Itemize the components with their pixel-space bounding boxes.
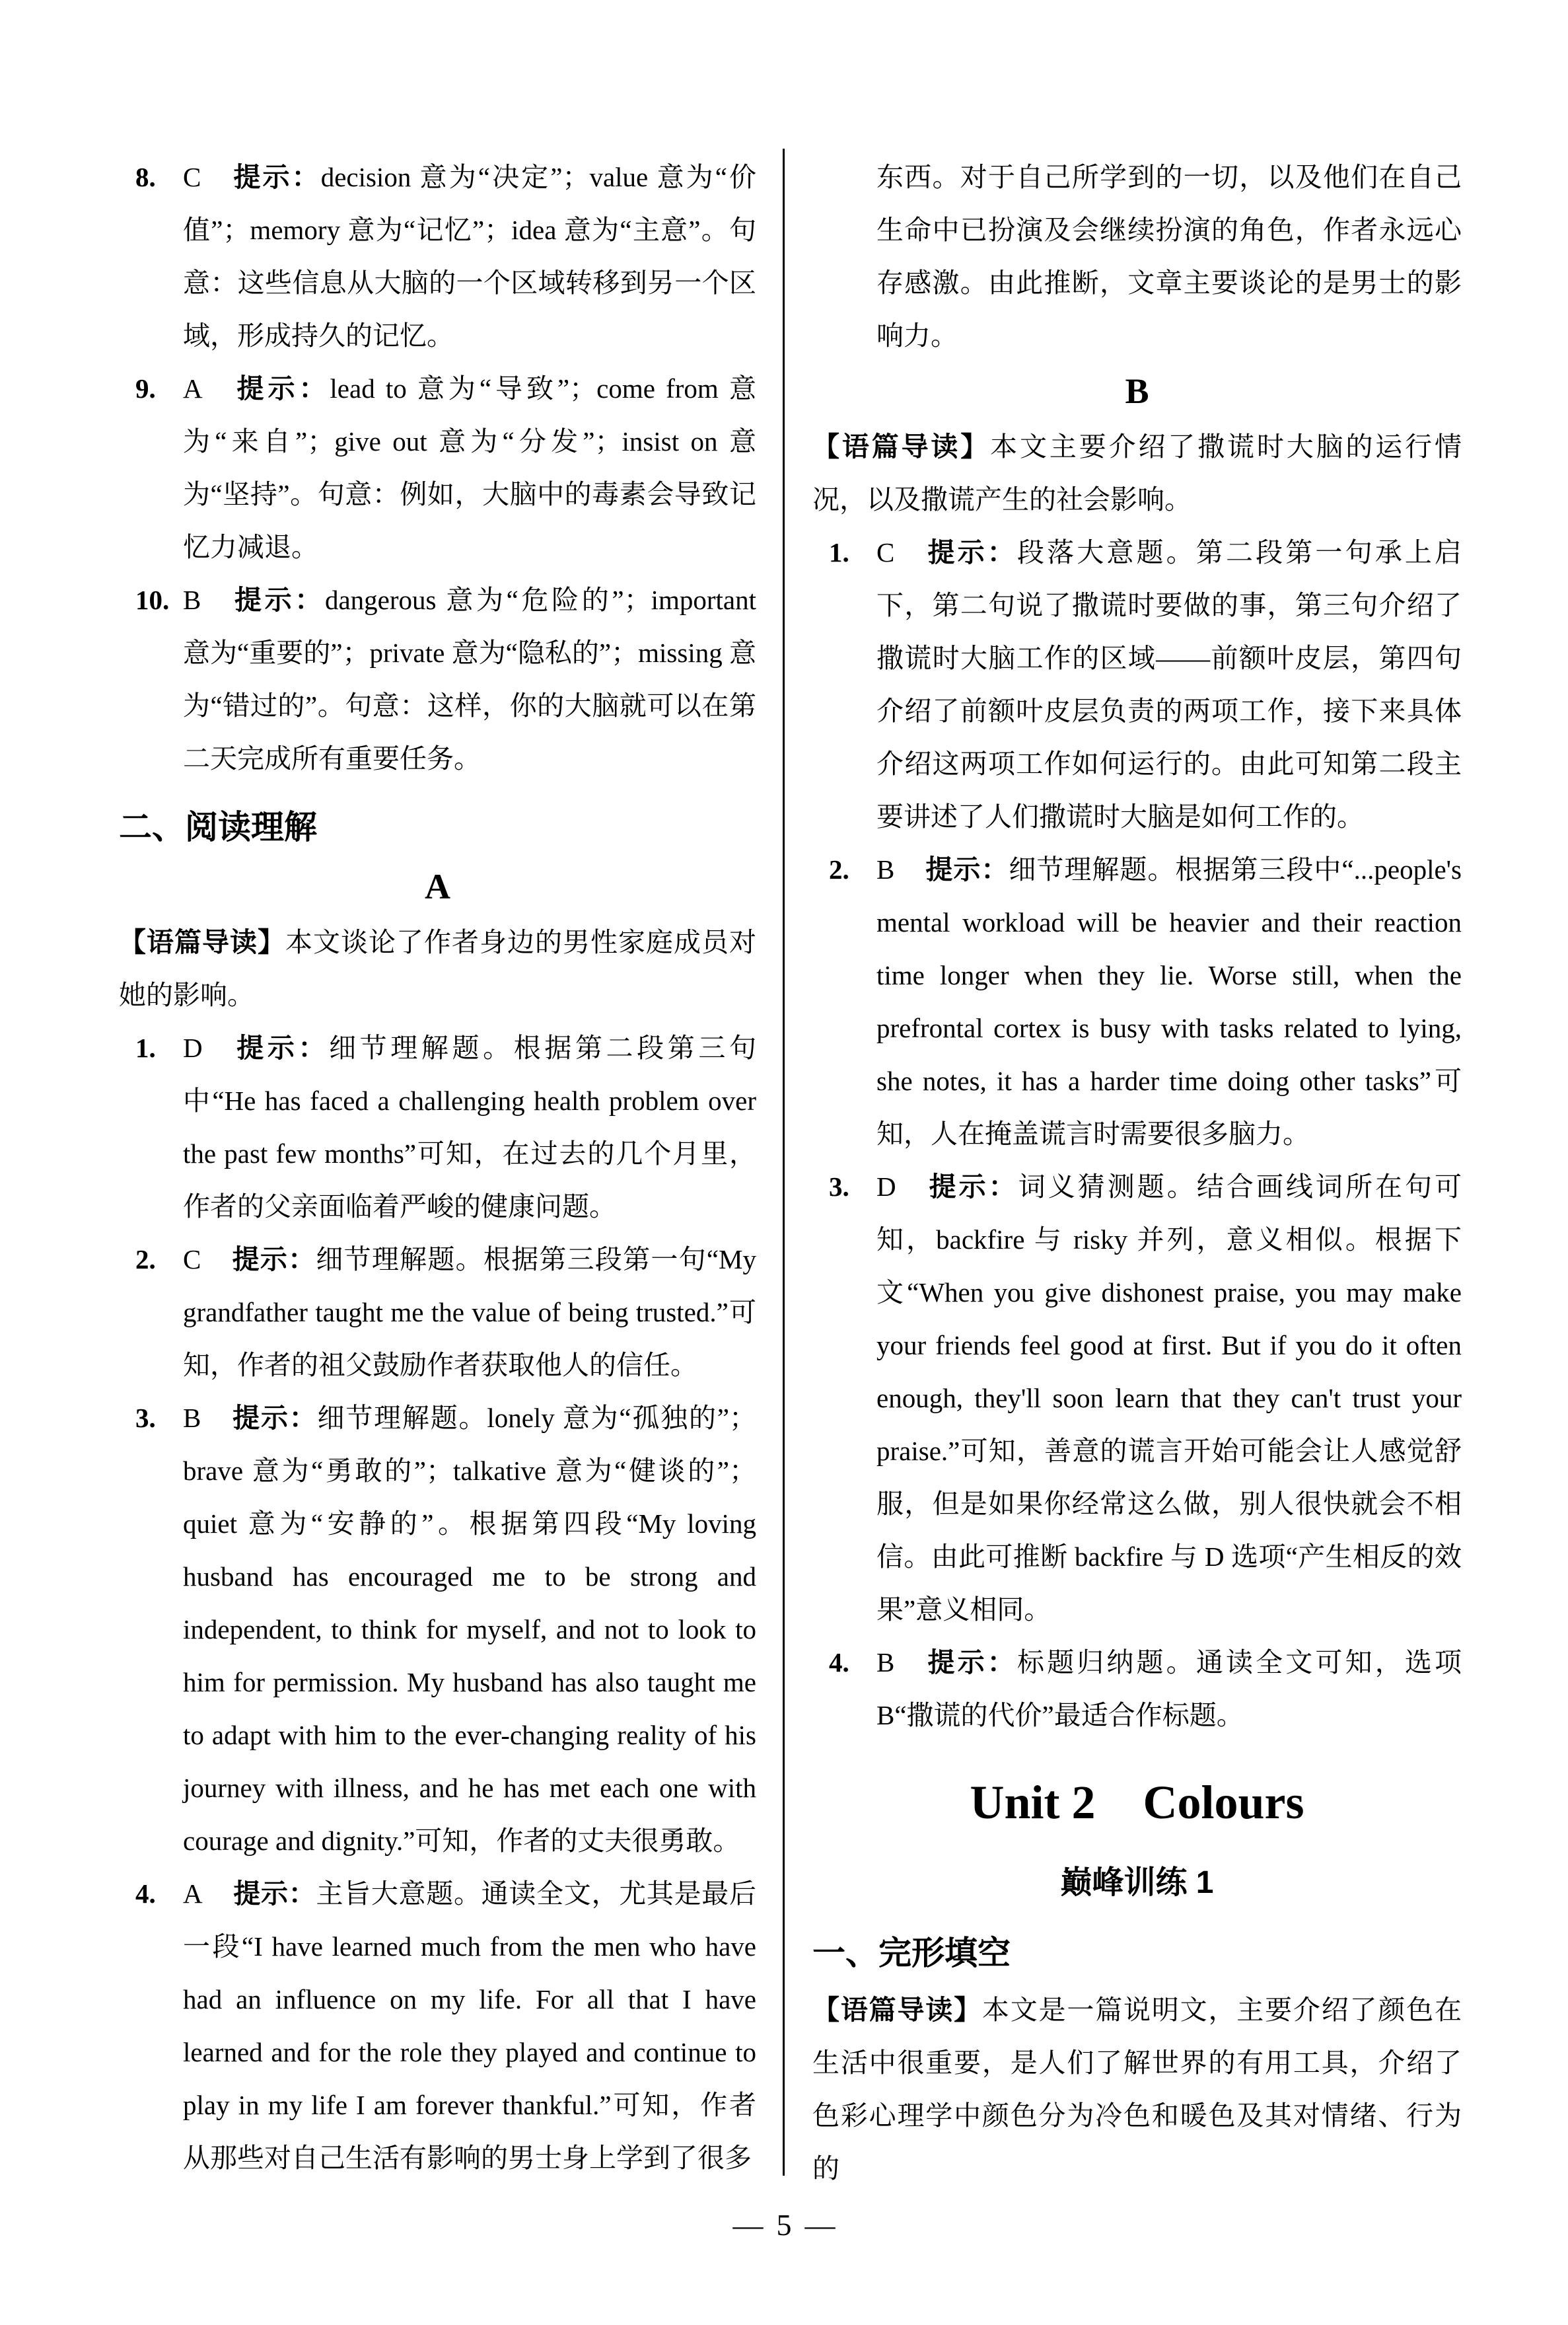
intro-label: 【语篇导读】 (812, 431, 991, 462)
tip-label: 提示： (231, 1403, 318, 1433)
item-number: 1. (135, 1033, 156, 1063)
footer-dash-right: — (804, 2208, 836, 2242)
intro-label: 【语篇导读】 (812, 1995, 982, 2025)
answer-letter: A (183, 1878, 203, 1909)
item-number: 4. (829, 1647, 849, 1678)
passage-intro (812, 1983, 1462, 2195)
answer-item-continuation (829, 151, 1462, 362)
section-heading-cloze: 一、完形填空 (812, 1935, 1011, 1972)
answer-letter: D (876, 1171, 896, 1202)
tip-label: 提示： (231, 585, 325, 615)
item-number: 9. (135, 373, 156, 404)
answer-item (135, 151, 756, 362)
answer-item (135, 573, 756, 785)
explanation-text: 细节理解题。根据第二段第三句中“He has faced a challenging health problem over the past few months”可知，在过去的几个月里，作者的父亲面临着严峻的健康问题。 (183, 1033, 757, 1222)
passage-intro (119, 916, 756, 1021)
explanation-text: 细节理解题。根据第三段中“...people's mental workload will be heavier and their reaction time longer when they lie. Worse still, when the prefrontal cortex is busy with tasks related to lying, she notes, it has a harder time doing other tasks”可知，人在掩盖谎言时需要很多脑力。 (876, 854, 1462, 1149)
explanation-text: 标题归纳题。通读全文可知，选项 B“撒谎的代价”最适合作标题。 (876, 1647, 1462, 1730)
intro-text: 本文主要介绍了撒谎时大脑的运行情况，以及撒谎产生的社会影响。 (812, 431, 1462, 515)
intro-label: 【语篇导读】 (119, 927, 285, 957)
intro-text: 本文谈论了作者身边的男性家庭成员对她的影响。 (119, 927, 756, 1010)
item-number: 8. (135, 162, 156, 192)
explanation-text: 细节理解题。根据第三段第一句“My grandfather taught me the value of being trusted.”可知，作者的祖父鼓励作者获取他人的信任。 (183, 1244, 756, 1380)
tip-label: 提示： (231, 1244, 316, 1274)
tip-label: 提示： (232, 373, 330, 404)
explanation-text: 细节理解题。lonely 意为“孤独的”；brave 意为“勇敢的”；talkative 意为“健谈的”；quiet 意为“安静的”。根据第四段“My loving husband has encouraged me to be strong and independent, to think for myself, and not to look to him for permission. My husband has also taught me to adapt with him to the ever-changing reality of his journey with illness, and he has met each one with courage and dignity.”可知，作者的丈夫很勇敢。 (183, 1403, 757, 1856)
item-number: 4. (135, 1878, 156, 1909)
column-divider (783, 149, 785, 2176)
footer-dash-left: — (732, 2208, 764, 2242)
subunit-heading: 巅峰训练 1 (1060, 1865, 1214, 1900)
tip-label: 提示： (925, 537, 1017, 568)
answer-letter: C (183, 162, 201, 192)
tip-label: 提示： (925, 854, 1009, 885)
item-number: 1. (829, 537, 849, 568)
explanation-text: lead to 意为“导致”；come from 意为“来自”；give out 意为“分发”；insist on 意为“坚持”。句意：例如，大脑中的毒素会导致记忆力减退。 (183, 373, 756, 562)
tip-label: 提示： (926, 1171, 1018, 1202)
explanation-text: 段落大意题。第二段第一句承上启下，第二句说了撒谎时要做的事，第三句介绍了撒谎时大脑工作的区域——前额叶皮层，第四句介绍了前额叶皮层负责的两项工作，接下来具体介绍这两项工作如何运行的。由此可知第二段主要讲述了人们撒谎时大脑是如何工作的。 (876, 537, 1462, 832)
page-number: 5 (776, 2208, 792, 2242)
answer-item (829, 526, 1462, 843)
tip-label: 提示： (232, 1033, 330, 1063)
explanation-text: 主旨大意题。通读全文，尤其是最后一段“I have learned much from the men who have had an influence on my life. For all that I have learned and for the role they played and continue to play in my life I am forever thankful.”可知，作者从那些对自己生活有影响的男士身上学到了很多 (183, 1878, 757, 2173)
page-footer (0, 2204, 1568, 2246)
item-number: 2. (135, 1244, 156, 1274)
answer-letter: A (183, 373, 203, 404)
left-column (119, 151, 756, 2184)
section-heading-reading: 二、阅读理解 (119, 809, 317, 846)
answer-item (829, 1160, 1462, 1636)
passage-b-label: B (1125, 371, 1149, 411)
unit-heading: Unit 2 Colours (970, 1776, 1304, 1829)
answer-letter: B (183, 585, 201, 615)
tip-label: 提示： (925, 1647, 1017, 1678)
answer-letter: B (183, 1403, 201, 1433)
answer-item (135, 362, 756, 573)
item-number: 3. (829, 1171, 849, 1202)
right-column (812, 151, 1462, 2195)
answer-letter: C (183, 1244, 201, 1274)
answer-item (829, 843, 1462, 1160)
tip-label: 提示： (231, 162, 321, 192)
passage-intro (812, 420, 1462, 526)
answer-letter: B (876, 854, 895, 885)
explanation-text: decision 意为“决定”；value 意为“价值”；memory 意为“记忆”；idea 意为“主意”。句意：这些信息从大脑的一个区域转移到另一个区域，形成持久的记忆。 (183, 162, 757, 351)
answer-item (135, 1233, 756, 1391)
answer-item (135, 1867, 756, 2184)
item-number: 3. (135, 1403, 156, 1433)
answer-item (135, 1021, 756, 1233)
answer-letter: D (183, 1033, 203, 1063)
intro-text: 本文是一篇说明文，主要介绍了颜色在生活中很重要，是人们了解世界的有用工具，介绍了色彩心理学中颜色分为冷色和暖色及其对情绪、行为的 (812, 1995, 1462, 2184)
passage-a-label: A (425, 867, 450, 906)
item-number: 10. (135, 585, 170, 615)
answer-item (135, 1391, 756, 1867)
tip-label: 提示： (232, 1878, 316, 1909)
answer-letter: C (876, 537, 895, 568)
explanation-text: 词义猜测题。结合画线词所在句可知，backfire 与 risky 并列，意义相似。根据下文“When you give dishonest praise, you may make your friends feel good at first. But if you do it often enough, they'll soon learn that they can't trust your praise.”可知，善意的谎言开始可能会让人感觉舒服，但是如果你经常这么做，别人很快就会不相信。由此可推断 backfire 与 D 选项“产生相反的效果”意义相同。 (876, 1171, 1462, 1625)
explanation-text: 东西。对于自己所学到的一切，以及他们在自己生命中已扮演及会继续扮演的角色，作者永远心存感激。由此推断，文章主要谈论的是男士的影响力。 (876, 162, 1462, 351)
item-number: 2. (829, 854, 849, 885)
answer-item (829, 1636, 1462, 1742)
explanation-text: dangerous 意为“危险的”；important 意为“重要的”；private 意为“隐私的”；missing 意为“错过的”。句意：这样，你的大脑就可以在第二天完成所有重要任务。 (183, 585, 756, 774)
answer-letter: B (876, 1647, 895, 1678)
